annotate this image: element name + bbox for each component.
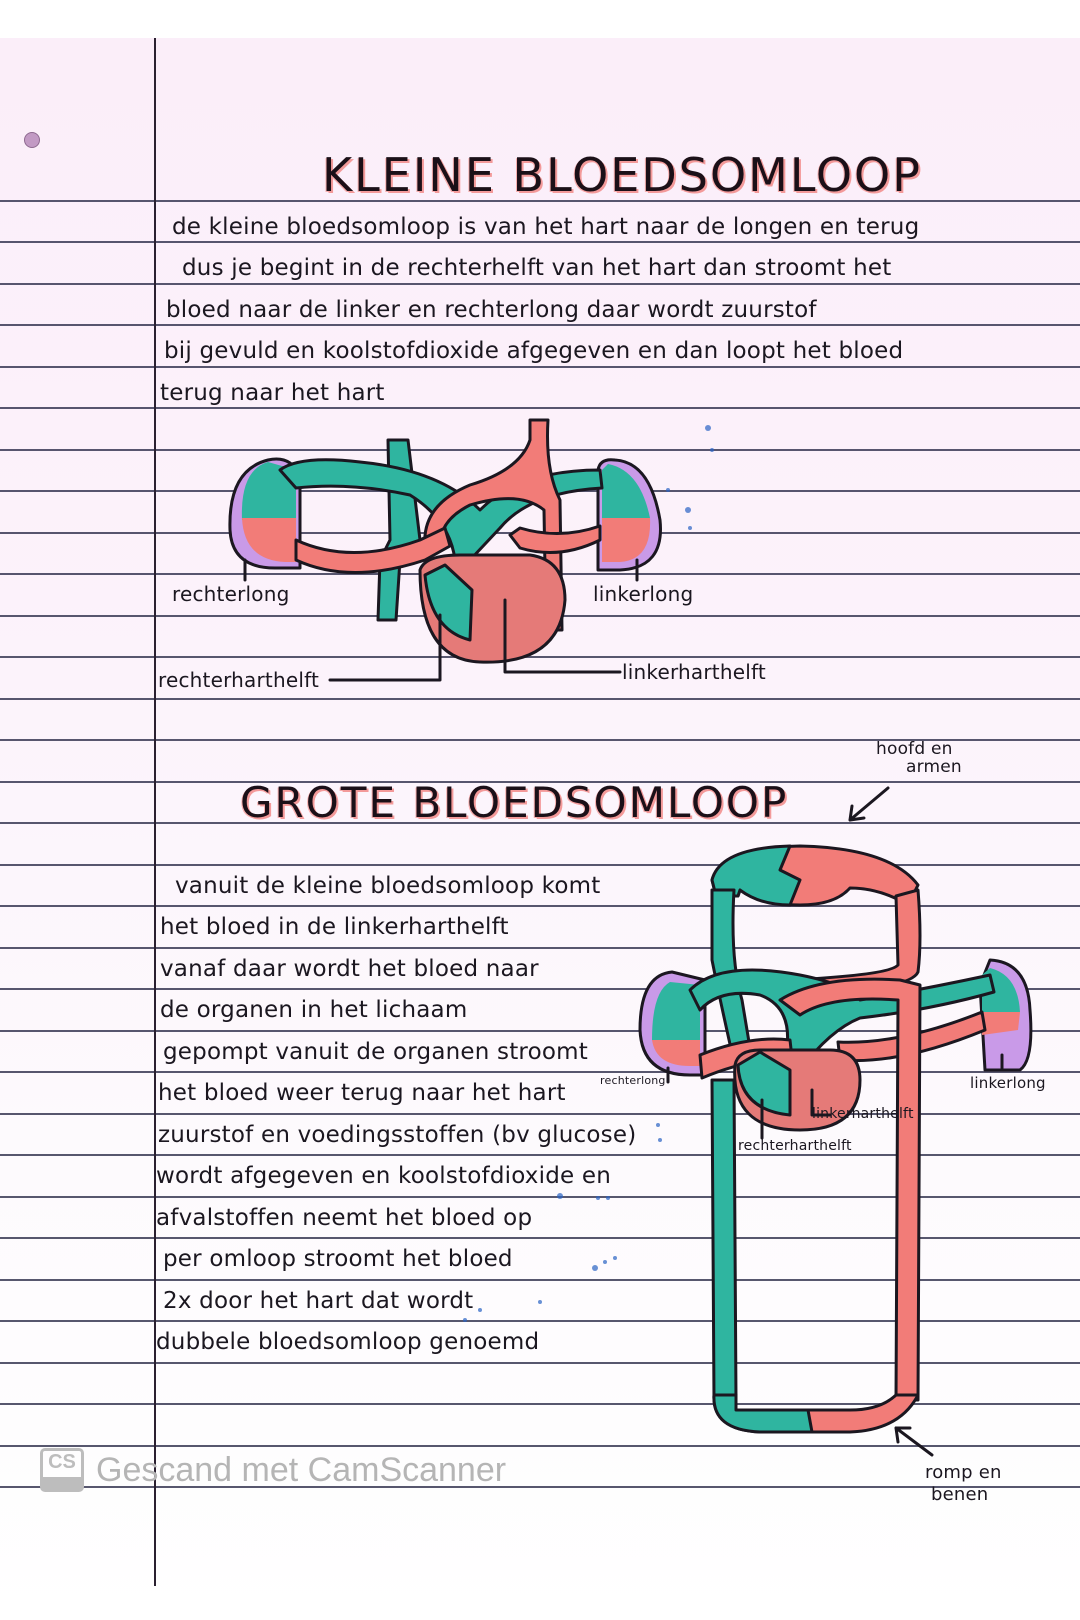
text-line: de kleine bloedsomloop is van het hart naar de longen en terug (172, 214, 920, 240)
text-line: per omloop stroomt het bloed (163, 1246, 513, 1272)
text-line: het bloed weer terug naar het hart (158, 1080, 566, 1106)
text-line: 2x door het hart dat wordt (163, 1288, 474, 1314)
watermark-text: Gescand met CamScanner (96, 1450, 507, 1489)
label-left-lung: linkerlong (593, 582, 694, 606)
label-left-heart-half: linkerharthelft (812, 1106, 914, 1122)
section-title-small-circulation: KLEINE BLOEDSOMLOOP (322, 148, 922, 202)
label-right-lung: rechterlong (600, 1074, 666, 1087)
camscanner-watermark (40, 1448, 506, 1492)
label-right-heart-half: rechterharthelft (738, 1138, 852, 1154)
text-line: bij gevuld en koolstofdioxide afgegeven en dan loopt het bloed (164, 338, 904, 364)
label-trunk-legs-line2: benen (931, 1484, 989, 1505)
text-line: zuurstof en voedingsstoffen (bv glucose) (158, 1122, 637, 1148)
text-line: het bloed in de linkerharthelft (160, 914, 509, 940)
text-line: vanuit de kleine bloedsomloop komt (175, 873, 601, 899)
label-trunk-legs-line1: romp en (925, 1462, 1002, 1483)
text-line: afvalstoffen neemt het bloed op (156, 1205, 533, 1231)
text-line: bloed naar de linker en rechterlong daar wordt zuurstof (166, 297, 817, 323)
label-left-heart-half: linkerharthelft (622, 660, 766, 684)
camscanner-cs-icon: CS (40, 1448, 84, 1492)
text-line: terug naar het hart (160, 380, 385, 406)
text-line: de organen in het lichaam (160, 997, 468, 1023)
label-right-lung: rechterlong (172, 582, 290, 606)
label-right-heart-half: rechterharthelft (158, 668, 320, 692)
text-line: dus je begint in de rechterhelft van het hart dan stroomt het (182, 255, 892, 281)
label-left-lung: linkerlong (970, 1074, 1046, 1092)
label-head-arms-line1: hoofd en (876, 739, 953, 759)
text-line: wordt afgegeven en koolstofdioxide en (156, 1163, 611, 1189)
text-line: vanaf daar wordt het bloed naar (160, 956, 539, 982)
section-title-large-circulation: GROTE BLOEDSOMLOOP (240, 778, 789, 827)
text-line: dubbele bloedsomloop genoemd (156, 1329, 540, 1355)
text-line: gepompt vanuit de organen stroomt (163, 1039, 588, 1065)
label-head-arms-line2: armen (906, 757, 962, 777)
